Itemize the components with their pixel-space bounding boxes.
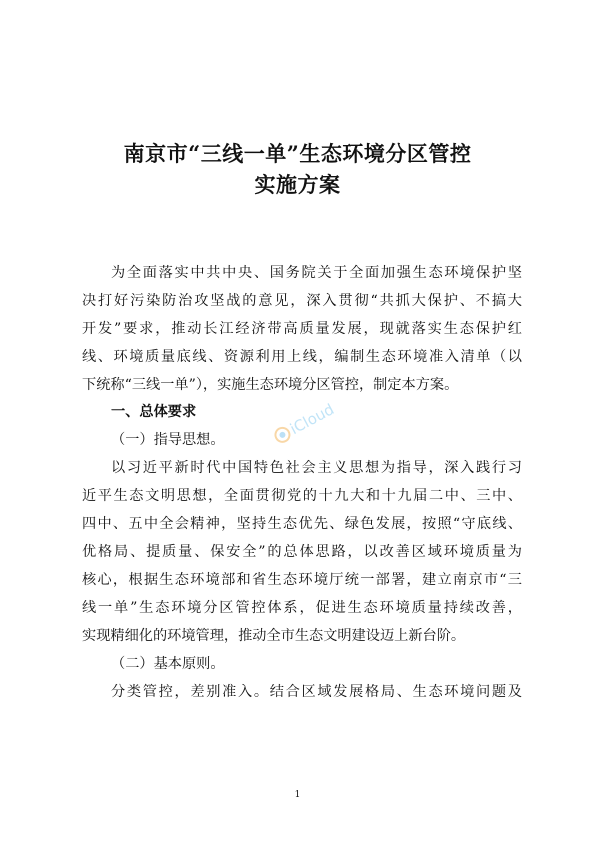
page-number: 1: [294, 790, 301, 800]
guiding-thought-line-2: 近平生态文明思想，全面贯彻党的十九大和十九届二中、三中、: [82, 488, 522, 504]
cloud-watermark-logo: [264, 395, 344, 445]
intro-line-2: 决打好污染防治攻坚战的意见，深入贯彻“共抓大保护、不搞大: [82, 293, 522, 309]
guiding-thought-line-4: 优格局、提质量、保安全”的总体思路，以改善区域环境质量为: [82, 544, 522, 560]
document-title-line-1: 南京市“三线一单”生态环境分区管控: [123, 141, 472, 166]
subsection-heading-basic-principles: （二）基本原则。: [111, 656, 225, 672]
watermark-circle-orange: [273, 425, 292, 444]
guiding-thought-line-3: 四中、五中全会精神，坚持生态优先、绿色发展，按照“守底线、: [82, 516, 522, 532]
basic-principles-line-1: 分类管控，差别准入。结合区域发展格局、生态环境问题及: [111, 684, 522, 700]
intro-line-1: 为全面落实中共中央、国务院关于全面加强生态环境保护坚: [111, 265, 522, 281]
guiding-thought-line-7: 实现精细化的环境管理，推动全市生态文明建设迈上新台阶。: [82, 628, 466, 644]
intro-line-4: 线、环境质量底线、资源利用上线，编制生态环境准入清单（以: [82, 349, 522, 365]
intro-line-3: 开发”要求，推动长江经济带高质量发展，现就落实生态保护红: [82, 321, 522, 337]
watermark-text: iCloud: [287, 400, 338, 439]
intro-line-5: 下统称“三线一单”），实施生态环境分区管控，制定本方案。: [82, 377, 459, 393]
watermark-dot-blue: [278, 431, 286, 439]
guiding-thought-line-5: 核心，根据生态环境部和省生态环境厅统一部署，建立南京市“三: [82, 572, 522, 588]
section-heading-general-requirements: 一、总体要求: [111, 404, 197, 420]
guiding-thought-line-1: 以习近平新时代中国特色社会主义思想为指导，深入践行习: [111, 460, 522, 476]
subsection-heading-guiding-thought: （一）指导思想。: [111, 432, 225, 448]
guiding-thought-line-6: 线一单”生态环境分区管控体系，促进生态环境质量持续改善，: [82, 600, 522, 616]
document-title-line-2: 实施方案: [254, 172, 341, 197]
